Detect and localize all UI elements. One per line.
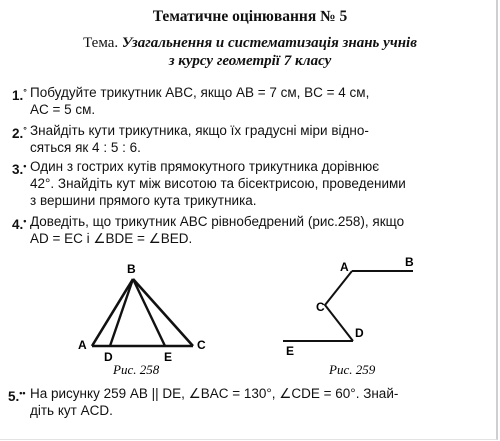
broken-line-acd: [325, 271, 353, 341]
task-text-line: з вершини прямого кута трикутника.: [30, 193, 257, 208]
task-text-line: AC = 5 см.: [30, 102, 96, 117]
label-e: E: [286, 344, 295, 358]
task-1: [12, 84, 470, 118]
label-e: E: [164, 350, 173, 364]
task-number: 3.•: [12, 161, 27, 177]
task-number: 4.•: [12, 216, 27, 232]
task-text-line: Побудуйте трикутник ABC, якщо AB = 7 см, BC = 4 см,: [30, 85, 370, 100]
theme-prefix: Тема.: [83, 35, 119, 51]
task-2: [12, 122, 470, 156]
label-a: A: [78, 338, 87, 352]
task-text-line: діть кут ACD.: [30, 403, 113, 418]
task-text-line: На рисунку 259 AB || DE, ∠BAC = 130°, ∠CDE = 60°. Знай-: [30, 386, 399, 401]
task-text-line: 42°. Знайдіть кут між висотою та бісектрисою, проведеними: [30, 176, 406, 191]
theme-line-2: з курсу геометрії 7 класу: [168, 53, 332, 69]
label-a: A: [340, 260, 349, 274]
task-text-line: AD = EC і ∠BDE = ∠BED.: [30, 231, 193, 246]
segment-be: [133, 279, 165, 346]
label-c: C: [316, 300, 325, 314]
task-number: 2.°: [12, 125, 27, 141]
label-c: C: [197, 338, 206, 352]
theme-block: [0, 34, 500, 70]
caption-258: Рис. 258: [113, 362, 160, 377]
caption-259: Рис. 259: [329, 362, 376, 377]
figures-area: [0, 253, 500, 383]
task-3: [12, 158, 470, 209]
label-d: D: [104, 350, 113, 364]
theme-line-1: Узагальнення и систематизація знань учнів: [121, 35, 417, 51]
figure-259: [283, 255, 414, 377]
task-text-line: Доведіть, що трикутник ABC рівнобедрений (рис.258), якщо: [30, 214, 405, 229]
task-number: 1.°: [12, 87, 27, 103]
task-number: 5.••: [8, 388, 26, 404]
task-text-line: Один з гострих кутів прямокутного трикутника дорівнює: [30, 159, 380, 174]
label-d: D: [355, 326, 364, 340]
label-b: B: [127, 262, 136, 276]
segment-bc: [133, 279, 193, 346]
task-4: [12, 213, 470, 247]
task-5: [8, 385, 470, 419]
task-text-line: Знайдіть кути трикутника, якщо їх градусні міри відно-: [30, 123, 369, 138]
page-title: Тематичне оцінювання № 5: [152, 8, 348, 25]
label-b: B: [405, 255, 414, 269]
task-text-line: сяться як 4 : 5 : 6.: [30, 140, 141, 155]
figure-258: [78, 262, 206, 377]
